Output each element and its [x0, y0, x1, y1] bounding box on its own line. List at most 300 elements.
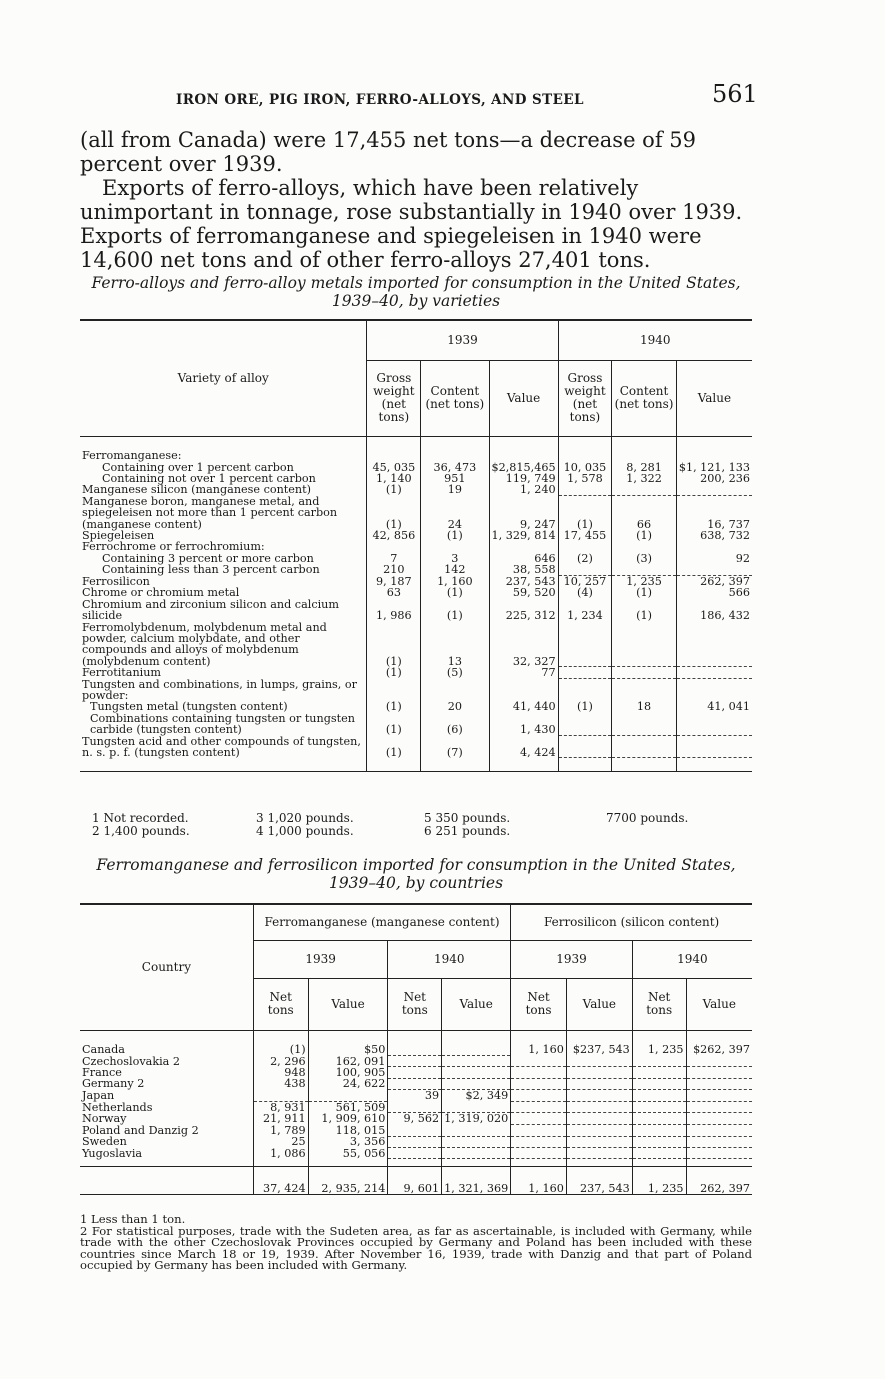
- table-cell: [367, 678, 421, 701]
- table-cell: [566, 1125, 632, 1136]
- table-cell: (1): [421, 598, 489, 621]
- table1-caption-line2: 1939–40, by varieties: [331, 292, 501, 310]
- total-row: [80, 1167, 752, 1195]
- table-cell: 1, 789: [253, 1125, 308, 1136]
- country-name: France: [82, 1065, 122, 1079]
- page-number: 561: [712, 80, 758, 108]
- footnote: 1 Less than 1 ton.: [80, 1212, 186, 1226]
- table-cell: 1, 329, 814: [489, 530, 558, 541]
- table-cell: [566, 1090, 632, 1102]
- table-cell: [421, 541, 489, 552]
- row-label-text: Chrome or chromium metal: [82, 586, 240, 600]
- table-cell: [388, 1125, 442, 1136]
- table-cell: (3): [612, 553, 677, 564]
- table-cell: [676, 667, 752, 678]
- table-cell: (1): [367, 701, 421, 712]
- row-label: [80, 678, 367, 701]
- table-cell: [421, 678, 489, 701]
- table-cell: [367, 541, 421, 552]
- table-cell: [686, 1067, 752, 1078]
- table-cell: [442, 1067, 511, 1078]
- col-year-1939: 1939: [367, 320, 558, 360]
- table-cell: [511, 1101, 567, 1113]
- table-cell: (1): [367, 712, 421, 735]
- col-value: Value: [442, 978, 511, 1030]
- table-cell: [566, 1113, 632, 1125]
- total-cell: 1, 160: [511, 1167, 567, 1195]
- table-cell: 561, 509: [308, 1101, 388, 1113]
- table-cell: 566: [676, 587, 752, 598]
- table-cell: 10, 257: [558, 575, 612, 587]
- table-cell: 16, 737: [676, 496, 752, 530]
- table-imports-by-country: [80, 903, 752, 1195]
- table-cell: [511, 1067, 567, 1078]
- table-cell: [442, 1044, 511, 1055]
- table-cell: [442, 1136, 511, 1147]
- table-row: [80, 701, 752, 712]
- col-content-1939: Content (net tons): [421, 360, 489, 436]
- col-fs-1940: 1940: [632, 940, 752, 978]
- table-cell: 32, 327: [489, 621, 558, 667]
- table2-footnotes: [80, 1214, 752, 1272]
- table-cell: (2): [558, 553, 612, 564]
- row-label: [80, 564, 367, 575]
- table-cell: (1): [558, 496, 612, 530]
- row-label-text: Spiegeleisen: [82, 528, 155, 542]
- table-cell: [511, 1078, 567, 1089]
- country-name: Norway: [82, 1112, 127, 1126]
- row-label-text: Containing over 1 percent carbon: [102, 460, 294, 474]
- table-cell: 45, 035: [367, 461, 421, 472]
- table-cell: 1, 909, 610: [308, 1113, 388, 1125]
- table-cell: 1, 140: [367, 473, 421, 484]
- col-net-tons: Net tons: [511, 978, 567, 1030]
- table-cell: (5): [421, 667, 489, 678]
- table-cell: [676, 735, 752, 758]
- table-cell: 1, 322: [612, 473, 677, 484]
- table-cell: [612, 541, 677, 552]
- table1-footnotes-d: [606, 812, 688, 825]
- table-cell: [388, 1078, 442, 1089]
- row-label: [80, 496, 367, 530]
- table-cell: (4): [558, 587, 612, 598]
- table-cell: [566, 1078, 632, 1089]
- table-cell: (1): [558, 701, 612, 712]
- table-cell: 119, 749: [489, 473, 558, 484]
- col-value-1939: Value: [489, 360, 558, 436]
- table-cell: [442, 1147, 511, 1158]
- col-value: Value: [686, 978, 752, 1030]
- row-label-text: Ferrosilicon: [82, 574, 150, 588]
- country-name: Japan: [82, 1089, 115, 1103]
- col-country: Country: [141, 959, 191, 974]
- row-label: [80, 1101, 253, 1113]
- col-gross-1940: Gross weight (net tons): [558, 360, 612, 436]
- col-year-1940: 1940: [558, 320, 752, 360]
- row-label-text: Containing not over 1 percent carbon: [102, 471, 316, 485]
- col-net-tons: Net tons: [388, 978, 442, 1030]
- table-cell: [489, 541, 558, 552]
- paragraph-1: (all from Canada) were 17,455 net tons—a decrease of 59 percent over 1939.: [80, 128, 696, 176]
- table-cell: [489, 450, 558, 461]
- table-cell: [676, 450, 752, 461]
- row-label-text: Tungsten acid and other compounds of tungsten, n. s. p. f. (tungsten content): [82, 734, 361, 759]
- table-cell: [558, 678, 612, 701]
- table-cell: 142: [421, 564, 489, 575]
- table-cell: 1, 235: [632, 1044, 686, 1055]
- table-cell: 36, 473: [421, 461, 489, 472]
- table1-caption: [80, 274, 752, 310]
- table-cell: [686, 1101, 752, 1113]
- row-label-text: Chromium and zirconium silicon and calcium silicide: [82, 597, 339, 622]
- table-cell: [442, 1055, 511, 1066]
- table-cell: 237, 543: [489, 575, 558, 587]
- table1-footnotes-a: [92, 812, 190, 837]
- total-cell: 237, 543: [566, 1167, 632, 1195]
- table-cell: 38, 558: [489, 564, 558, 575]
- table-cell: [612, 621, 677, 667]
- table-cell: [632, 1090, 686, 1102]
- table-cell: 24: [421, 496, 489, 530]
- footnote: 4 1,000 pounds.: [256, 823, 354, 838]
- table-cell: [388, 1147, 442, 1158]
- table-row: [80, 1125, 752, 1136]
- table-cell: 3: [421, 553, 489, 564]
- total-cell: 37, 424: [253, 1167, 308, 1195]
- row-label-text: Ferrotitanium: [82, 665, 162, 679]
- table-cell: [612, 564, 677, 575]
- table-cell: [511, 1055, 567, 1066]
- table-cell: 41, 440: [489, 701, 558, 712]
- running-title: IRON ORE, PIG IRON, FERRO-ALLOYS, AND STEEL: [176, 92, 584, 108]
- table-row: [80, 1067, 752, 1078]
- table-row: [80, 667, 752, 678]
- body-text: [80, 128, 752, 272]
- table-cell: [612, 484, 677, 495]
- table-cell: [686, 1113, 752, 1125]
- table-cell: 1, 430: [489, 712, 558, 735]
- col-fm-1939: 1939: [253, 940, 388, 978]
- table-cell: [632, 1078, 686, 1089]
- table-cell: [388, 1136, 442, 1147]
- table-cell: [566, 1055, 632, 1066]
- row-label: [80, 735, 367, 758]
- table-cell: [558, 735, 612, 758]
- table-cell: 1, 986: [367, 598, 421, 621]
- table-cell: [612, 678, 677, 701]
- table-cell: (1): [421, 530, 489, 541]
- table-cell: [367, 450, 421, 461]
- country-name: Poland and Danzig 2: [82, 1123, 199, 1137]
- table-row: [80, 587, 752, 598]
- table-cell: 66: [612, 496, 677, 530]
- table-cell: [612, 735, 677, 758]
- table-cell: [612, 712, 677, 735]
- table-cell: 19: [421, 484, 489, 495]
- page-header: [0, 80, 885, 110]
- table-cell: [442, 1078, 511, 1089]
- country-name: Germany 2: [82, 1077, 145, 1091]
- table-cell: 1, 319, 020: [442, 1113, 511, 1125]
- table-cell: [632, 1125, 686, 1136]
- table-cell: 162, 091: [308, 1055, 388, 1066]
- col-ferromanganese: Ferromanganese (manganese content): [253, 904, 510, 940]
- table-cell: [676, 712, 752, 735]
- table-cell: 118, 015: [308, 1125, 388, 1136]
- country-name: Netherlands: [82, 1100, 153, 1114]
- table-cell: [558, 667, 612, 678]
- row-label-text: Manganese boron, manganese metal, and spiegeleisen not more than 1 percent carbon (manganese content): [82, 495, 338, 531]
- table-cell: $50: [308, 1044, 388, 1055]
- row-label-text: Containing less than 3 percent carbon: [102, 563, 320, 577]
- row-label-text: Combinations containing tungsten or tungsten carbide (tungsten content): [90, 711, 355, 736]
- table-cell: (1): [612, 530, 677, 541]
- table-cell: 4, 424: [489, 735, 558, 758]
- table-cell: (1): [367, 484, 421, 495]
- table-cell: [442, 1101, 511, 1113]
- row-label-text: Tungsten and combinations, in lumps, grains, or powder:: [82, 677, 357, 702]
- col-content-1940: Content (net tons): [612, 360, 677, 436]
- table-cell: [632, 1067, 686, 1078]
- table-cell: 186, 432: [676, 598, 752, 621]
- table-cell: [558, 621, 612, 667]
- table-cell: 100, 905: [308, 1067, 388, 1078]
- table-cell: [686, 1125, 752, 1136]
- row-label: [80, 667, 367, 678]
- table-cell: [489, 678, 558, 701]
- table-cell: 646: [489, 553, 558, 564]
- table-cell: [566, 1067, 632, 1078]
- table-cell: [676, 564, 752, 575]
- table-cell: [612, 667, 677, 678]
- row-label: [80, 701, 367, 712]
- table-cell: $262, 397: [686, 1044, 752, 1055]
- table-cell: [686, 1090, 752, 1102]
- table-cell: 9, 247: [489, 496, 558, 530]
- table-row: [80, 598, 752, 621]
- table-cell: (7): [421, 735, 489, 758]
- table-row: [80, 1101, 752, 1113]
- table-cell: [442, 1125, 511, 1136]
- col-net-tons: Net tons: [253, 978, 308, 1030]
- col-fm-1940: 1940: [388, 940, 511, 978]
- col-net-tons: Net tons: [632, 978, 686, 1030]
- paragraph-2: Exports of ferro-alloys, which have been relatively unimportant in tonnage, rose substantially in 1940 over 1939. Exports of ferromanganese and spiegeleisen in 1940 were 14,600 net tons and of other ferro-alloys 27,401 tons.: [80, 176, 743, 272]
- table-cell: 210: [367, 564, 421, 575]
- country-name: Yugoslavia: [82, 1146, 143, 1160]
- table-cell: [511, 1113, 567, 1125]
- row-label-text: Manganese silicon (manganese content): [82, 483, 311, 497]
- table-cell: (6): [421, 712, 489, 735]
- table-cell: [632, 1113, 686, 1125]
- table-row: [80, 1078, 752, 1089]
- table-row: [80, 1147, 752, 1158]
- table-cell: 2, 296: [253, 1055, 308, 1066]
- footnote: 2 1,400 pounds.: [92, 823, 190, 838]
- table-row: [80, 735, 752, 758]
- table-cell: (1): [367, 496, 421, 530]
- table-cell: [421, 450, 489, 461]
- table-cell: 8, 931: [253, 1101, 308, 1113]
- table-cell: 225, 312: [489, 598, 558, 621]
- table-cell: [612, 450, 677, 461]
- table-cell: 25: [253, 1136, 308, 1147]
- table-cell: (1): [612, 598, 677, 621]
- col-value: Value: [308, 978, 388, 1030]
- table-cell: [632, 1147, 686, 1158]
- table-cell: 1, 234: [558, 598, 612, 621]
- table-cell: 1, 086: [253, 1147, 308, 1158]
- table-cell: 42, 856: [367, 530, 421, 541]
- table-cell: (1): [253, 1044, 308, 1055]
- total-cell: 1, 321, 369: [442, 1167, 511, 1195]
- table-cell: [388, 1067, 442, 1078]
- country-name: Canada: [82, 1043, 125, 1057]
- footnote: 1 Not recorded.: [92, 811, 189, 825]
- table-cell: 13: [421, 621, 489, 667]
- table-cell: [511, 1147, 567, 1158]
- col-fs-1939: 1939: [511, 940, 633, 978]
- table-cell: $1, 121, 133: [676, 461, 752, 472]
- table-cell: 41, 041: [676, 701, 752, 712]
- table-cell: 55, 056: [308, 1147, 388, 1158]
- table1-footnotes-c: [424, 812, 510, 837]
- table2-caption: [80, 856, 752, 892]
- table-cell: 262, 397: [676, 575, 752, 587]
- table-row: [80, 621, 752, 667]
- table-cell: [676, 621, 752, 667]
- table-row: [80, 484, 752, 495]
- table-cell: (1): [421, 587, 489, 598]
- row-label: [80, 1078, 253, 1089]
- table-cell: [558, 712, 612, 735]
- total-cell: 2, 935, 214: [308, 1167, 388, 1195]
- row-label: [80, 1147, 253, 1158]
- country-name: Sweden: [82, 1135, 127, 1149]
- row-label: [80, 598, 367, 621]
- table-cell: 77: [489, 667, 558, 678]
- row-label-text: Ferrochrome or ferrochromium:: [82, 540, 265, 554]
- table-row: [80, 1055, 752, 1066]
- table-cell: [632, 1055, 686, 1066]
- table-row: [80, 712, 752, 735]
- table-cell: 39: [388, 1090, 442, 1102]
- table-cell: 9, 187: [367, 575, 421, 587]
- table-cell: (1): [612, 587, 677, 598]
- table-cell: [566, 1101, 632, 1113]
- total-cell: 9, 601: [388, 1167, 442, 1195]
- table-cell: [511, 1125, 567, 1136]
- table-cell: [388, 1044, 442, 1055]
- table-cell: 20: [421, 701, 489, 712]
- table1-footnotes-b: [256, 812, 354, 837]
- row-label: [80, 1090, 253, 1102]
- table-cell: 7: [367, 553, 421, 564]
- table-cell: 18: [612, 701, 677, 712]
- total-cell: 1, 235: [632, 1167, 686, 1195]
- table-row: [80, 1136, 752, 1147]
- row-label: [80, 484, 367, 495]
- table-cell: [686, 1055, 752, 1066]
- row-label: [80, 587, 367, 598]
- footnote: 7700 pounds.: [606, 811, 689, 825]
- table-row: [80, 678, 752, 701]
- row-label-text: Ferromanganese:: [82, 449, 182, 463]
- table-cell: 1, 235: [612, 575, 677, 587]
- table-cell: 21, 911: [253, 1113, 308, 1125]
- table-cell: [558, 484, 612, 495]
- table-cell: [388, 1101, 442, 1113]
- table-cell: [676, 484, 752, 495]
- col-variety: Variety of alloy: [177, 370, 269, 385]
- table2-caption-line1: Ferromanganese and ferrosilicon imported for consumption in the United States,: [96, 856, 736, 874]
- table1-caption-line1: Ferro-alloys and ferro-alloy metals imported for consumption in the United States,: [91, 274, 741, 292]
- table-cell: [686, 1136, 752, 1147]
- table-cell: 200, 236: [676, 473, 752, 484]
- table-cell: (1): [367, 667, 421, 678]
- table-cell: 59, 520: [489, 587, 558, 598]
- table-cell: 17, 455: [558, 530, 612, 541]
- row-label: [80, 621, 367, 667]
- table-cell: [686, 1147, 752, 1158]
- col-value: Value: [566, 978, 632, 1030]
- row-label: [80, 712, 367, 735]
- table-cell: 24, 622: [308, 1078, 388, 1089]
- table-cell: $2, 349: [442, 1090, 511, 1102]
- table-cell: [511, 1136, 567, 1147]
- footnote: 6 251 pounds.: [424, 823, 511, 838]
- row-label-text: Ferromolybdenum, molybdenum metal and powder, calcium molybdate, and other compounds and alloys of molybdenum (molybdenum content): [82, 620, 327, 668]
- table-cell: 1, 578: [558, 473, 612, 484]
- col-gross-1939: Gross weight (net tons): [367, 360, 421, 436]
- table-cell: 8, 281: [612, 461, 677, 472]
- table-cell: [566, 1136, 632, 1147]
- row-label-text: Tungsten metal (tungsten content): [90, 700, 288, 714]
- country-name: Czechoslovakia 2: [82, 1054, 181, 1068]
- table-cell: [511, 1090, 567, 1102]
- table-ferro-alloys-by-variety: [80, 319, 752, 772]
- row-label: [80, 1167, 253, 1195]
- table-cell: [686, 1078, 752, 1089]
- table-cell: [676, 678, 752, 701]
- table-cell: 92: [676, 553, 752, 564]
- footnote: 2 For statistical purposes, trade with the Sudeten area, as far as ascertainable, is included with Germany, while trade with the other Czechoslovak Provinces occupied by Germany and Poland has been included with these countries since March 18 or 19, 1939. After November 16, 1939, trade with Danzig and that part of Poland occupied by Germany has been included with Germany.: [80, 1223, 752, 1273]
- col-value-1940: Value: [676, 360, 752, 436]
- table-row: [80, 496, 752, 530]
- table-cell: [632, 1136, 686, 1147]
- total-cell: 262, 397: [686, 1167, 752, 1195]
- table-cell: 948: [253, 1067, 308, 1078]
- table-row: [80, 1090, 752, 1102]
- table-cell: [558, 564, 612, 575]
- table-cell: 10, 035: [558, 461, 612, 472]
- table-cell: [558, 450, 612, 461]
- table-row: [80, 564, 752, 575]
- table-cell: [676, 541, 752, 552]
- table-cell: 1, 240: [489, 484, 558, 495]
- footnote: 5 350 pounds.: [424, 811, 511, 825]
- table-cell: $2,815,465: [489, 461, 558, 472]
- table-cell: [632, 1101, 686, 1113]
- table-cell: 638, 732: [676, 530, 752, 541]
- table-cell: $237, 543: [566, 1044, 632, 1055]
- table-cell: 1, 160: [421, 575, 489, 587]
- table-cell: [388, 1055, 442, 1066]
- table-cell: [566, 1147, 632, 1158]
- table-cell: [558, 541, 612, 552]
- table-cell: (1): [367, 621, 421, 667]
- table-cell: 438: [253, 1078, 308, 1089]
